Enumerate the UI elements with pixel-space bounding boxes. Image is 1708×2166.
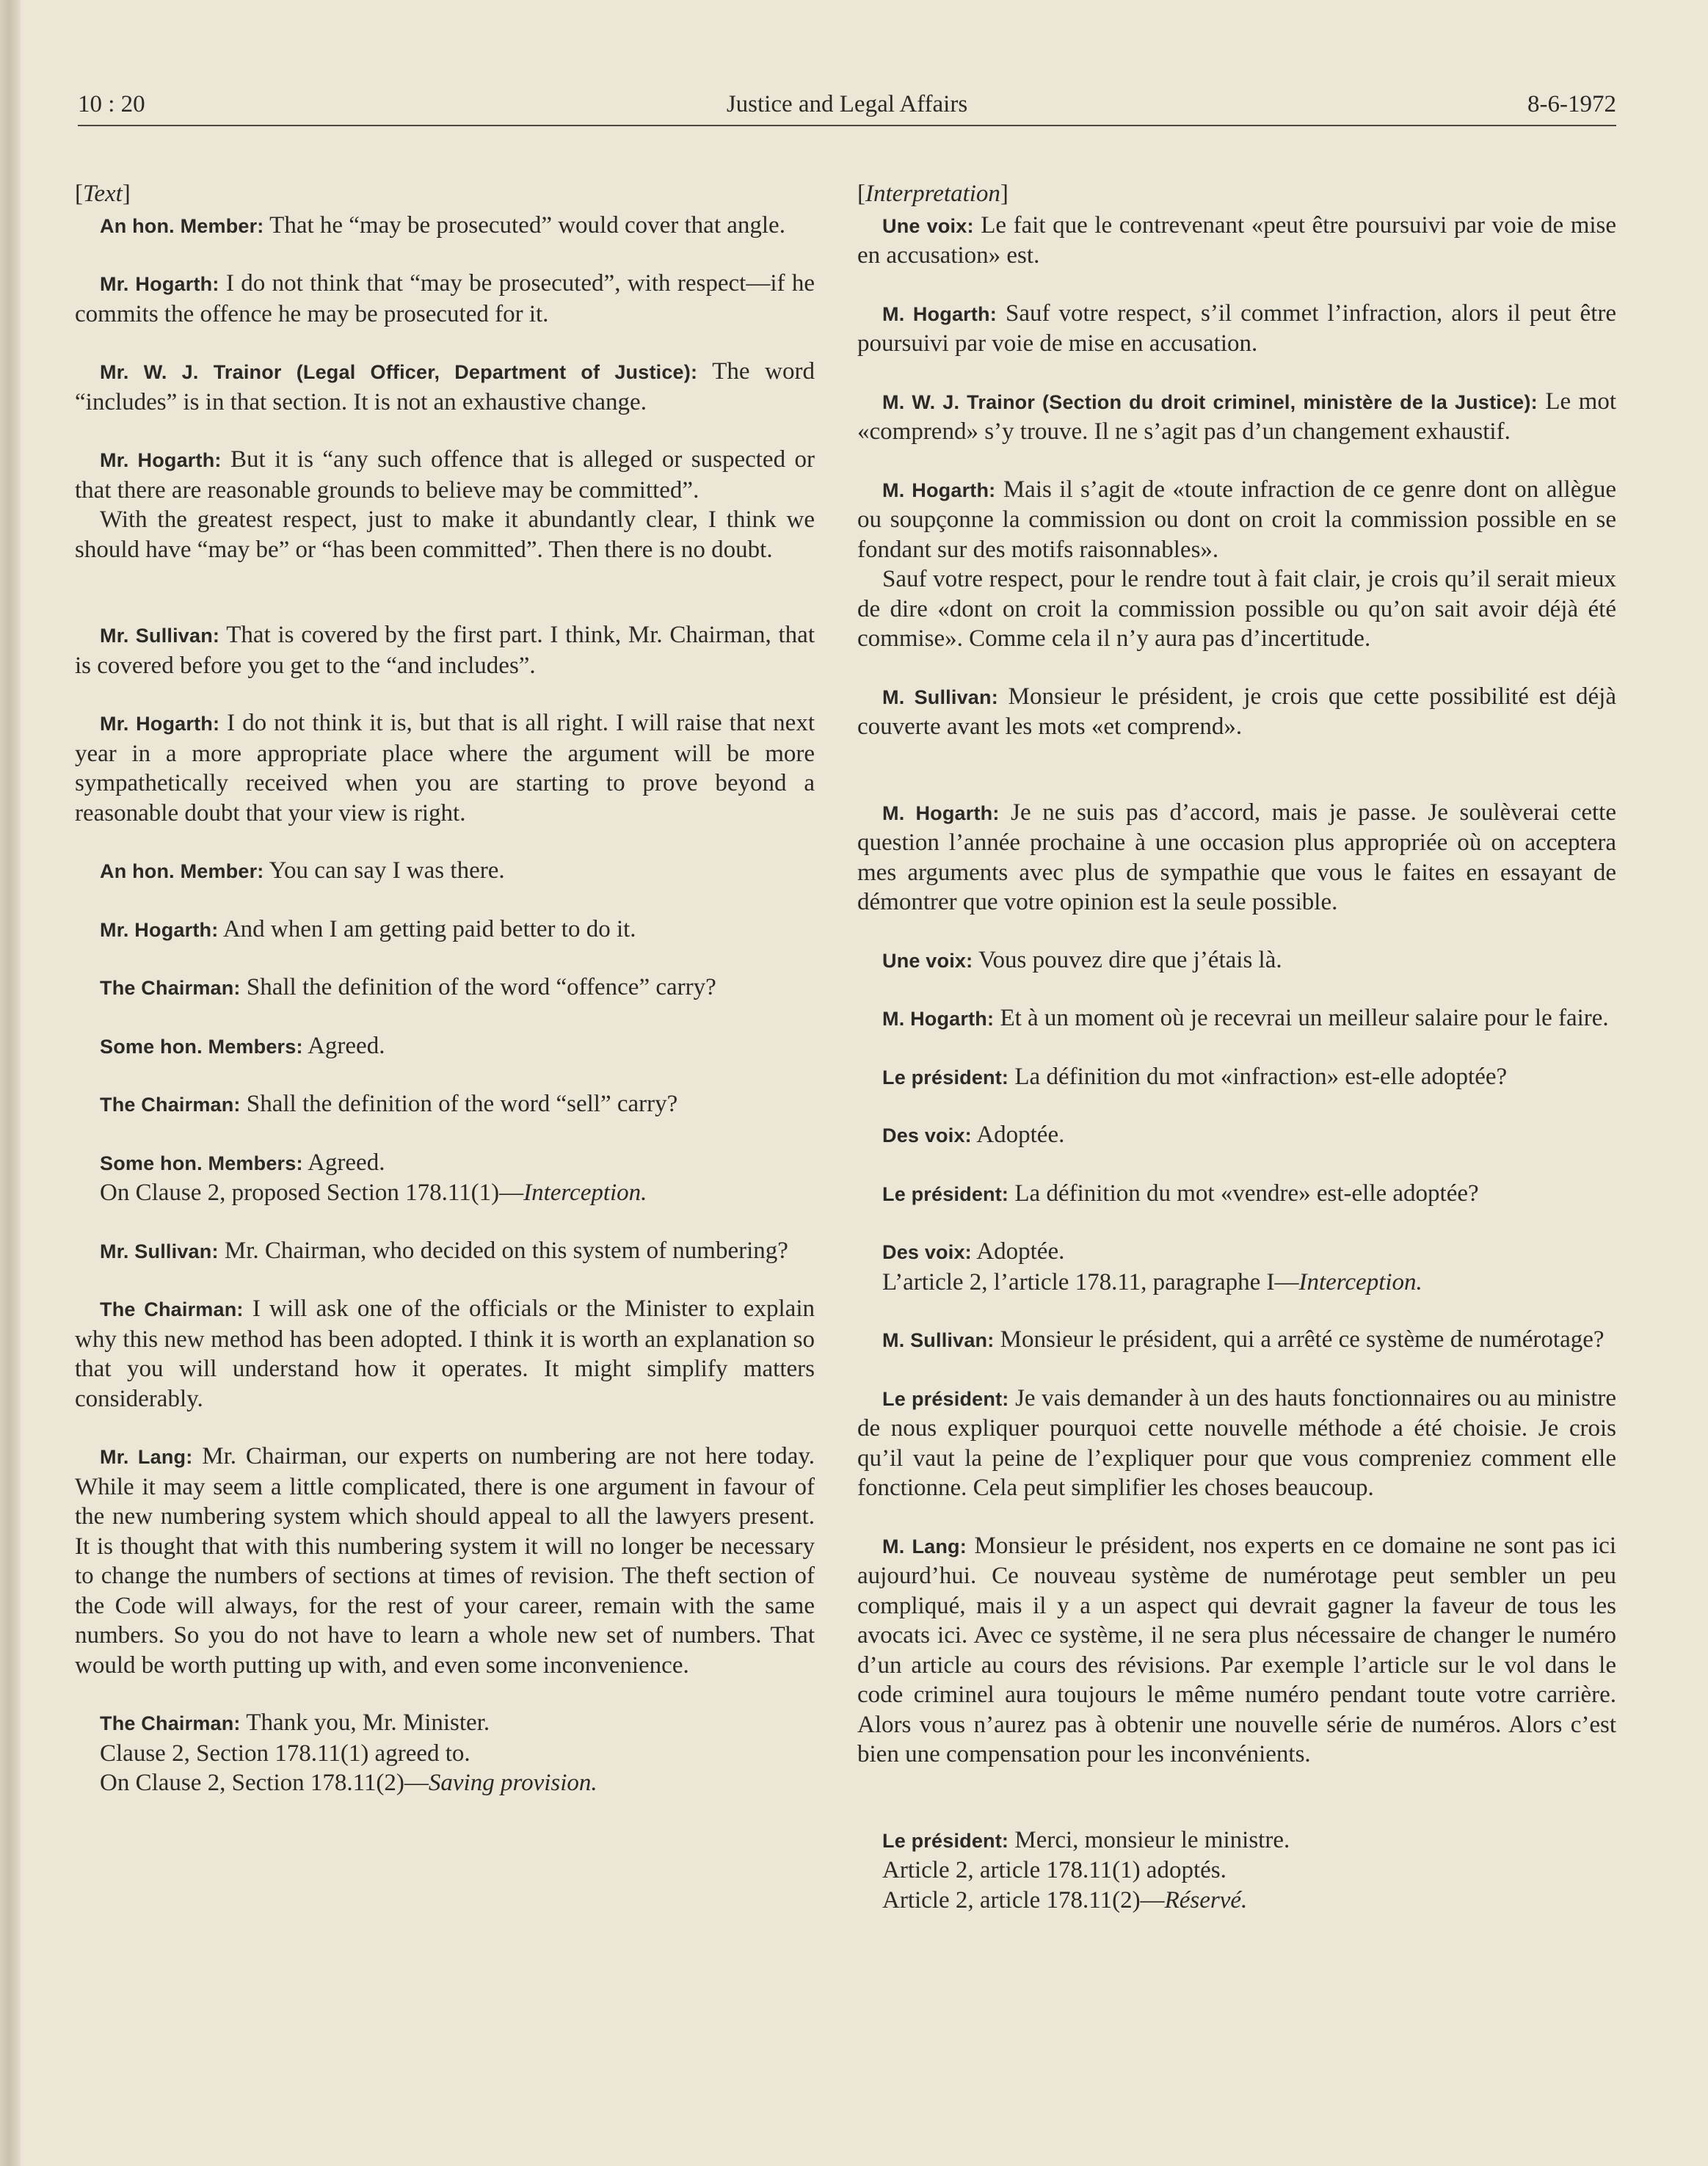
- speech-text: Monsieur le président, nos experts en ce domaine ne sont pas ici aujourd’hui. Ce nouveau système de numérotage peut sembler un peu compliqué, mais il y a un aspect qui devrait gagner la faveur de tous les avocats ici. Avec ce système, il ne sera plus nécessaire de changer le numéro d’un article au cours des révisions. Par exemple l’article sur le vol dans le code criminel aura toujours le même numéro pendant toute votre carrière. Alors vous n’aurez pas à obtenir une nouvelle série de numéros. Alors c’est bien une compensation pour les inconvénients.: [857, 1532, 1617, 1767]
- clause-line: [857, 1268, 1616, 1298]
- speaker-name: An hon. Member:: [100, 860, 264, 882]
- speaker-name: Des voix:: [882, 1241, 972, 1263]
- speaker-name: M. W. J. Trainor (Section du droit criminel, ministère de la Justice):: [882, 390, 1538, 413]
- speech-text: Mr. Chairman, who decided on this system of numbering?: [224, 1237, 788, 1264]
- clause-text: On Clause 2, Section 178.11(2)—: [100, 1770, 429, 1796]
- speaker-name: M. Hogarth:: [882, 479, 996, 501]
- clause-line: [857, 1886, 1616, 1916]
- speech-text: Je vais demander à un des hauts fonctionnaires ou au ministre de nous expliquer pourquoi cette nouvelle méthode a été choisie. Je crois qu’il vaut la peine de l’expliquer pour que vous compreniez comment elle fonctionne. Cela peut simplifier les choses beaucoup.: [857, 1384, 1617, 1501]
- english-column: [75, 179, 815, 1798]
- page-date: 8-6-1972: [1527, 91, 1616, 117]
- transcript-paragraph: [75, 1708, 815, 1739]
- speech-text: Le fait que le contrevenant «peut être poursuivi par voie de mise en accusation» est.: [857, 211, 1617, 269]
- speech-text: Mais il s’agit de «toute infraction de ce genre dont on allègue ou soupçonne la commission ou dont on croit la commission possible en se fondant sur des motifs raisonnables».: [857, 476, 1616, 563]
- speaker-name: Le président:: [882, 1182, 1009, 1205]
- speech-text: Adoptée.: [976, 1122, 1065, 1148]
- transcript-paragraph: [857, 475, 1616, 565]
- clause-title: Interception.: [523, 1180, 647, 1206]
- speech-text: The word “includes” is in that section. It is not an exhaustive change.: [75, 358, 815, 415]
- speaker-name: Le président:: [882, 1829, 1009, 1852]
- speech-text: Vous pouvez dire que j’étais là.: [978, 946, 1282, 973]
- speech-text: I do not think that “may be prosecuted”, with respect—if he commits the offence he may be prosecuted for it.: [75, 270, 815, 327]
- transcript-paragraph: [75, 445, 815, 505]
- speaker-name: Le président:: [882, 1387, 1009, 1410]
- speech-text: Sauf votre respect, s’il commet l’infraction, alors il peut être poursuivi par voie de mise en accusation.: [857, 299, 1616, 357]
- speech-text: Le mot «comprend» s’y trouve. Il ne s’agit pas d’un changement exhaustif.: [857, 388, 1616, 445]
- speaker-name: M. Hogarth:: [882, 302, 997, 325]
- transcript-paragraph: [857, 945, 1616, 976]
- section-label: [Interpretation]: [857, 181, 1009, 207]
- speaker-name: Mr. Hogarth:: [100, 449, 222, 471]
- speech-text: La définition du mot «vendre» est-elle adoptée?: [1014, 1180, 1479, 1207]
- clause-line: [75, 1768, 815, 1798]
- french-column: [857, 179, 1616, 1915]
- transcript-paragraph: [75, 1089, 815, 1120]
- clause-line: [75, 1178, 815, 1208]
- transcript-paragraph: [857, 798, 1616, 917]
- speaker-name: Mr. Sullivan:: [100, 625, 220, 647]
- transcript-paragraph: [857, 1825, 1616, 1856]
- page-number: 10 : 20: [78, 91, 145, 117]
- speech-text: Merci, monsieur le ministre.: [1014, 1826, 1290, 1853]
- speaker-name: Mr. W. J. Trainor (Legal Officer, Department of Justice):: [100, 361, 698, 383]
- transcript-paragraph: [75, 1031, 815, 1062]
- speaker-name: The Chairman:: [100, 977, 241, 999]
- transcript-paragraph: [857, 211, 1616, 271]
- transcript-paragraph: [857, 1237, 1616, 1268]
- speech-text: But it is “any such offence that is alleged or suspected or that there are reasonable grounds to believe may be committed”.: [75, 446, 815, 504]
- speaker-name: Une voix:: [882, 949, 973, 972]
- transcript-paragraph: [75, 211, 815, 241]
- speech-text: Thank you, Mr. Minister.: [246, 1709, 490, 1736]
- transcript-paragraph: [857, 1384, 1616, 1503]
- speech-text: Monsieur le président, qui a arrêté ce système de numérotage?: [1000, 1326, 1605, 1353]
- clause-line: Clause 2, Section 178.11(1) agreed to.: [100, 1740, 470, 1767]
- transcript-paragraph: [75, 620, 815, 680]
- transcript-paragraph: [75, 1294, 815, 1414]
- speech-text: Monsieur le président, je crois que cette possibilité est déjà couverte avant les mots «et comprend».: [857, 683, 1617, 740]
- speech-text: Mr. Chairman, our experts on numbering are not here today. While it may seem a little complicated, there is one argument in favour of the new numbering system which should appeal to all the lawyers present. It is thought that with this numbering system it will no longer be necessary to change the numbers of sections at times of revision. The theft section of the Code will always, for the rest of your career, remain with the same numbers. So you do not have to learn a whole new set of numbers. That would be worth putting up with, and even some inconvenience.: [75, 1443, 815, 1679]
- speaker-name: The Chairman:: [100, 1094, 241, 1116]
- speaker-name: Une voix:: [882, 214, 974, 237]
- transcript-paragraph: [857, 299, 1616, 359]
- speech-text: Je ne suis pas d’accord, mais je passe. Je soulèverai cette question l’année prochaine à une occasion plus appropriée où on acceptera mes arguments avec plus de sympathie que vous le faites en essayant de démontrer que votre opinion est la seule possible.: [857, 799, 1616, 915]
- speaker-name: M. Hogarth:: [882, 802, 1000, 824]
- speech-text: La définition du mot «infraction» est-elle adoptée?: [1014, 1063, 1508, 1090]
- speech-text: You can say I was there.: [269, 857, 505, 884]
- speaker-name: Mr. Sullivan:: [100, 1240, 219, 1262]
- speaker-name: An hon. Member:: [100, 214, 264, 237]
- speaker-name: Mr. Hogarth:: [100, 273, 219, 295]
- transcript-paragraph: [75, 973, 815, 1003]
- clause-text: L’article 2, l’article 178.11, paragraphe I—: [882, 1268, 1299, 1295]
- transcript-paragraph: [75, 708, 815, 828]
- transcript-paragraph: [75, 1442, 815, 1680]
- speech-text: Shall the definition of the word “offence” carry?: [246, 974, 716, 1000]
- speaker-name: The Chairman:: [100, 1298, 244, 1320]
- clause-line: Article 2, article 178.11(1) adoptés.: [882, 1857, 1227, 1883]
- speech-text: Agreed.: [308, 1032, 385, 1059]
- book-spine-shadow: [0, 0, 21, 2166]
- clause-title: Interception.: [1298, 1268, 1422, 1295]
- clause-text: Article 2, article 178.11(2)—: [882, 1886, 1165, 1914]
- transcript-paragraph: [857, 387, 1616, 447]
- transcript-paragraph: [75, 1236, 815, 1267]
- transcript-paragraph: [75, 1148, 815, 1179]
- speaker-name: The Chairman:: [100, 1712, 241, 1734]
- speaker-name: Some hon. Members:: [100, 1152, 303, 1174]
- clause-title: Réservé.: [1164, 1886, 1248, 1914]
- clause-text: On Clause 2, proposed Section 178.11(1)—: [100, 1180, 524, 1206]
- speech-text: That he “may be prosecuted” would cover that angle.: [269, 211, 785, 239]
- speech-text: That is covered by the first part. I think, Mr. Chairman, that is covered before you get to the “and includes”.: [75, 622, 815, 679]
- speaker-name: Des voix:: [882, 1124, 972, 1146]
- speaker-name: Mr. Hogarth:: [100, 713, 220, 735]
- transcript-paragraph: [75, 357, 815, 417]
- speaker-name: Some hon. Members:: [100, 1035, 303, 1058]
- transcript-paragraph: [857, 1325, 1616, 1356]
- transcript-paragraph: [857, 1120, 1616, 1151]
- transcript-paragraph: Sauf votre respect, pour le rendre tout à fait clair, je crois qu’il serait mieux de dire «dont on croit la commission possible ou qu’on sait avoir déjà été commise». Comme cela il n’y aura pas d’incertitude.: [857, 566, 1616, 652]
- speech-text: Et à un moment où je recevrai un meilleur salaire pour le faire.: [1000, 1005, 1609, 1031]
- speaker-name: Mr. Hogarth:: [100, 918, 219, 941]
- speaker-name: M. Sullivan:: [882, 1329, 995, 1351]
- transcript-paragraph: With the greatest respect, just to make it abundantly clear, I think we should have “may be” or “has been committed”. Then there is no doubt.: [75, 506, 815, 563]
- speech-text: I do not think it is, but that is all right. I will raise that next year in a more appropriate place where the argument will be more sympathetically received when you are starting to prove beyond a reasonable doubt that your view is right.: [75, 710, 815, 826]
- transcript-paragraph: [857, 1062, 1616, 1093]
- speaker-name: M. Lang:: [882, 1535, 967, 1558]
- transcript-paragraph: [857, 682, 1616, 742]
- header-rule: [78, 125, 1616, 126]
- speaker-name: Mr. Lang:: [100, 1446, 193, 1468]
- speaker-name: M. Sullivan:: [882, 686, 998, 708]
- speech-text: Adoptée.: [976, 1238, 1065, 1265]
- page-header: [78, 87, 1616, 128]
- transcript-paragraph: [75, 915, 815, 945]
- speech-text: Agreed.: [308, 1149, 385, 1176]
- section-label: [Text]: [75, 181, 131, 207]
- transcript-paragraph: [75, 856, 815, 887]
- clause-title: Saving provision.: [428, 1770, 597, 1796]
- speech-text: And when I am getting paid better to do it.: [222, 915, 636, 942]
- speech-text: I will ask one of the officials or the Minister to explain why this new method has been adopted. I think it is worth an explanation so that you will understand how it operates. It might simplify matters considerably.: [75, 1295, 815, 1412]
- speech-text: Shall the definition of the word “sell” carry?: [246, 1091, 678, 1117]
- transcript-paragraph: [857, 1003, 1616, 1034]
- running-title: Justice and Legal Affairs: [726, 91, 968, 117]
- transcript-paragraph: [857, 1531, 1616, 1770]
- transcript-paragraph: [857, 1179, 1616, 1210]
- speaker-name: M. Hogarth:: [882, 1008, 995, 1030]
- transcript-paragraph: [75, 269, 815, 329]
- speaker-name: Le président:: [882, 1066, 1009, 1089]
